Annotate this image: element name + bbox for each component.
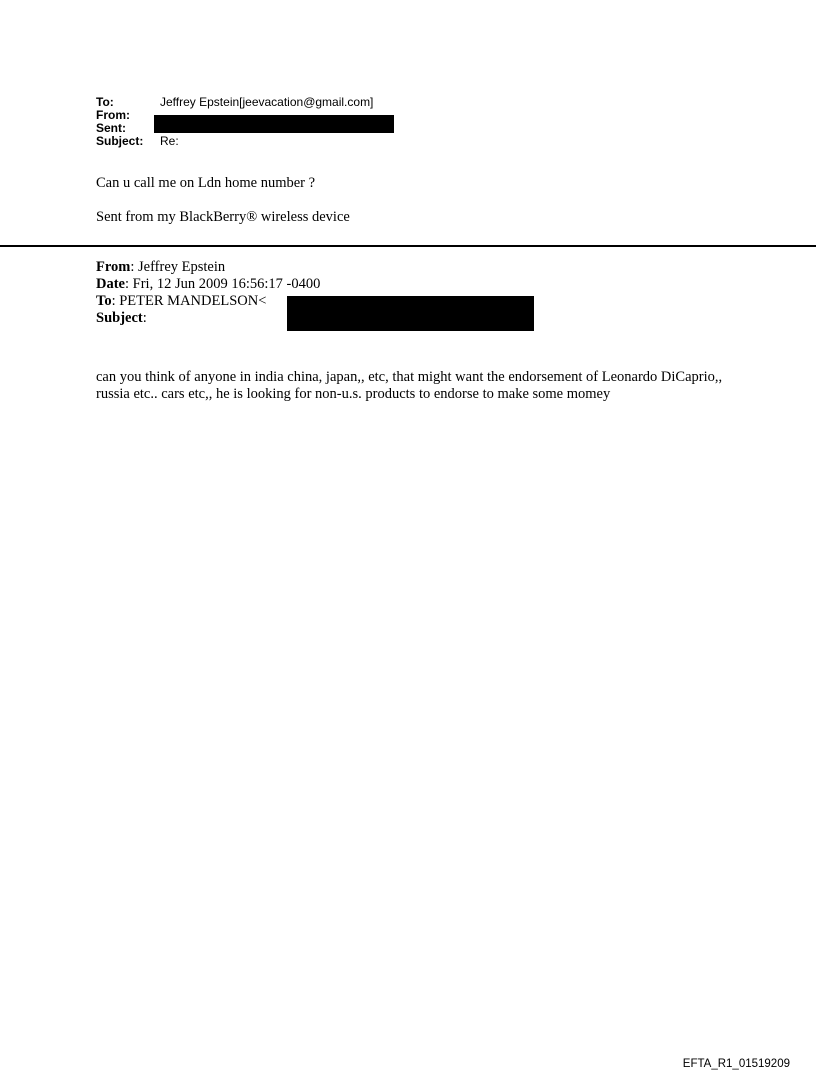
sent-label: Sent:	[96, 121, 126, 135]
reply-message: Can u call me on Ldn home number ?	[96, 175, 316, 191]
redaction-box-forwarded	[287, 296, 534, 331]
redaction-box-header	[154, 115, 394, 133]
blackberry-signature: Sent from my BlackBerry® wireless device	[96, 209, 350, 225]
document-id: EFTA_R1_01519209	[682, 1058, 790, 1070]
forwarded-from-value: : Jeffrey Epstein	[130, 259, 226, 275]
forwarded-subject-label: Subject	[96, 310, 143, 326]
separator-line	[0, 245, 816, 247]
to-label: To:	[96, 95, 114, 109]
forwarded-date-value: : Fri, 12 Jun 2009 16:56:17 -0400	[125, 276, 321, 292]
forwarded-from-row	[96, 259, 320, 276]
to-value: Jeffrey Epstein[jeevacation@gmail.com]	[160, 95, 374, 109]
to-row	[96, 96, 373, 109]
subject-row	[96, 135, 373, 148]
forwarded-subject-value: :	[142, 310, 147, 326]
forwarded-to-value: : PETER MANDELSON<	[111, 293, 267, 309]
from-label: From:	[96, 108, 130, 122]
subject-value: Re:	[160, 134, 179, 148]
forwarded-date-label: Date	[96, 276, 125, 292]
message-body: can you think of anyone in india china, japan,, etc, that might want the endorsement of Leonardo DiCaprio,, russia etc.. cars etc,, he is looking for non-u.s. products to endorse to make some momey	[96, 369, 723, 402]
subject-label: Subject:	[96, 134, 144, 148]
forwarded-from-label: From	[96, 259, 131, 275]
forwarded-to-label: To	[96, 293, 112, 309]
forwarded-date-row	[96, 276, 320, 293]
